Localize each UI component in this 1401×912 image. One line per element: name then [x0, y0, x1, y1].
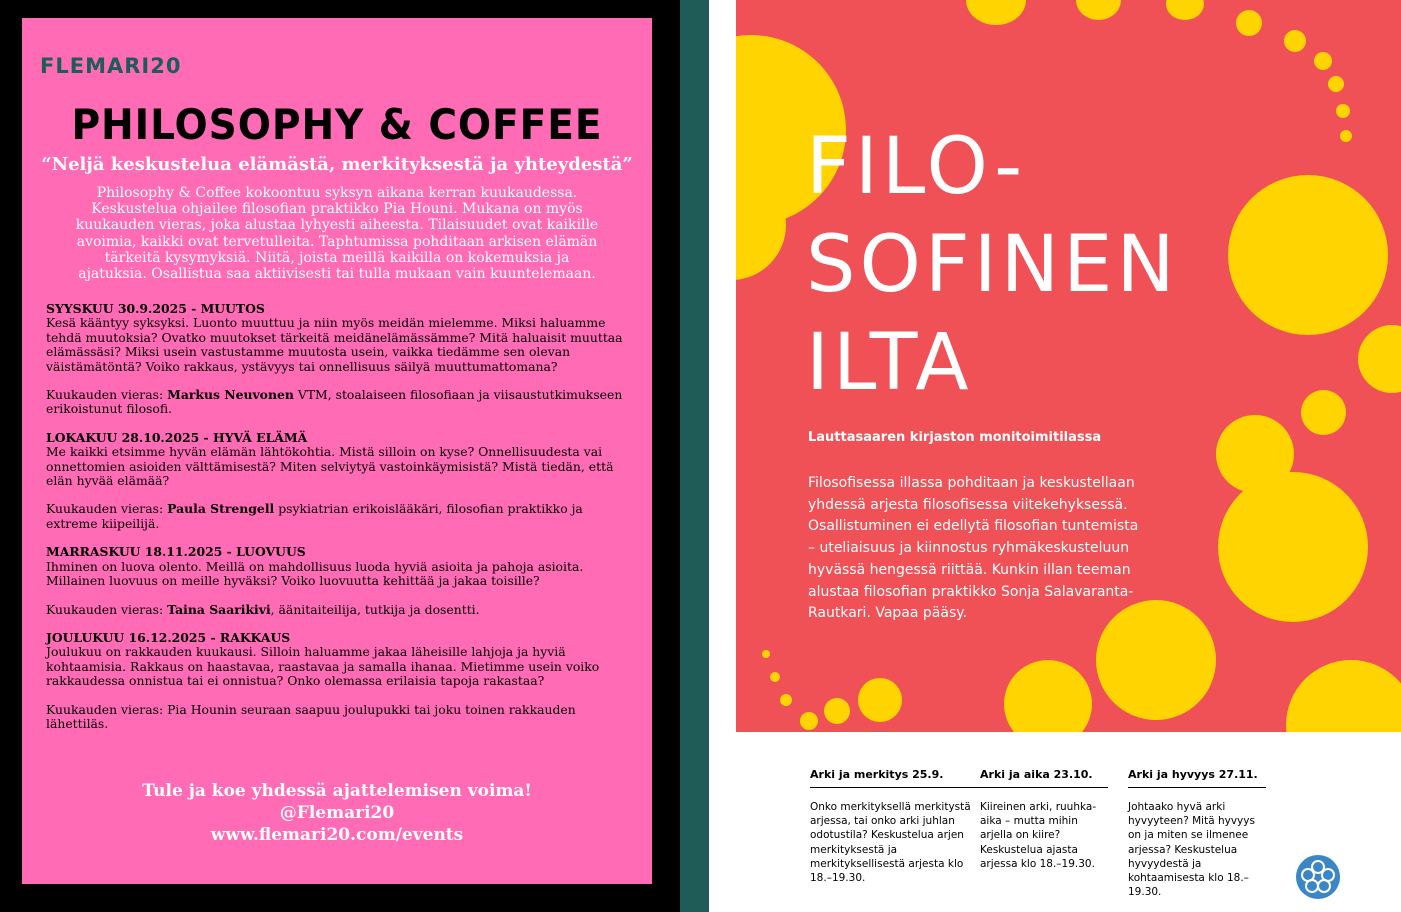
event-list: [46, 302, 638, 745]
decor-dot: [800, 712, 818, 730]
flemari-logo: FLEMARI20: [40, 54, 182, 78]
event-description: Filosofisessa illassa pohditaan ja keskustellaan yhdessä arjesta filosofisessa viitekehyksessä. Osallistuminen ei edellytä filosofian tuntemista – uteliaisuus ja kiinnostus ryhmäkeskusteluun hyvässä hengessä riittää. Kunkin illan teeman alustaa filosofian praktikko Sonja Salavaranta-Rautkari. Vapaa pääsy.: [808, 475, 1139, 622]
social-handle: @Flemari20: [279, 803, 395, 823]
decor-dot: [1336, 104, 1350, 118]
session-column: [810, 768, 980, 885]
event-heading: SYYSKUU 30.9.2025 - MUUTOS: [46, 301, 265, 316]
event-item: [46, 302, 638, 417]
decor-dot: [762, 650, 770, 658]
decor-dot: [1301, 390, 1346, 435]
decor-dot: [858, 678, 902, 722]
divider-strip: [680, 0, 709, 912]
guest-name: Taina Saarikivi: [167, 601, 271, 617]
session-column: [1128, 768, 1266, 899]
decor-dot: [1328, 76, 1344, 92]
events-url: www.flemari20.com/events: [210, 825, 464, 845]
session-title: Arki ja merkitys 25.9.: [810, 768, 980, 788]
decor-dot: [1166, 0, 1204, 20]
session-text: Onko merkityksellä merkitystä arjessa, tai onko arki juhlan odotustila? Keskustelua arjen merkityksestä ja merkityksellisestä arjesta klo 18.–19.30.: [810, 801, 971, 885]
poster-intro: Philosophy & Coffee kokoontuu syksyn aikana kerran kuukaudessa. Keskustelua ohjailee filosofian praktikko Pia Houni. Mukana on myös kuukauden vieras, joka alustaa lyhyesti aiheesta. Tilaisuudet ovat kaikille avoimia, kaikki ovat tervetulleita. Taphtumissa pohditaan arkisen elämän tärkeitä kysymyksiä. Niitä, joista meillä kaikilla on kokemuksia ja ajatuksia. Osallistua saa aktiivisesti tai tulla mukaan vain kuuntelemaan.: [75, 185, 599, 283]
guest-name: Paula Strengell: [167, 501, 275, 517]
event-item: [46, 431, 638, 531]
guest-name: Markus Neuvonen: [167, 387, 294, 403]
decor-dot: [1004, 660, 1092, 732]
event-heading: JOULUKUU 16.12.2025 - RAKKAUS: [46, 629, 291, 645]
poster-big-title: FILO- SOFINEN ILTA: [806, 122, 1179, 408]
event-description: Me kaikki etsimme hyvän elämän lähtökohtia. Mistä silloin on kyse? Onnellisuudesta vai onnettomien asioiden välttämisestä? Miten selviytyä vastoinkäymisistä? Mistä tiedän, että elän hyvää elämää?: [46, 444, 614, 489]
event-heading: MARRASKUU 18.11.2025 - LUOVUUS: [46, 544, 306, 560]
decor-dot: [1076, 0, 1121, 20]
event-item: [46, 545, 638, 617]
decor-dot: [966, 0, 1026, 25]
session-title: Arki ja aika 23.10.: [980, 768, 1108, 788]
decor-dot: [1314, 52, 1332, 70]
event-heading: LOKAKUU 28.10.2025 - HYVÄ ELÄMÄ: [46, 429, 308, 445]
event-guest: Kuukauden vieras: Markus Neuvonen VTM, stoalaiseen filosofiaan ja viisaustutkimukseen erikoistunut filosofi.: [46, 387, 623, 417]
event-description: Kesä kääntyy syksyksi. Luonto muuttuu ja niin myös meidän mielemme. Miksi haluamme tehdä muutoksia? Ovatko muutokset tärkeitä meidänelämässämme? Mitä haluaisit muuttaa elämässäsi? Miksi usein vastustamme muutosta usein, vaikka tiedämme sen olevan väistämätöntä? Voiko rakkaus, ystävyys tai onnellisuus säilyä muuttumattomana?: [46, 315, 623, 374]
session-text: Johtaako hyvä arki hyvyyteen? Mitä hyvyys on ja miten se ilmenee arjessa? Keskustelua hyvyydestä ja kohtaamisesta klo 18.–19.30.: [1128, 801, 1255, 899]
event-description: Joulukuu on rakkauden kuukausi. Silloin haluamme jakaa läheisille lahjoja ja hyviä kohtaamisia. Rakkaus on haastavaa, raastavaa ja samalla ihanaa. Mietimme usein voiko rakkaudessa onnistua tai ei onnistua? Onko olemassa erilaisia tapoja rakastaa?: [46, 644, 600, 689]
session-column: [980, 768, 1108, 871]
library-logo-icon: [1296, 855, 1340, 899]
decor-dot: [1236, 10, 1262, 36]
poster-title: PHILOSOPHY & COFFEE: [71, 100, 603, 149]
decor-dot: [1218, 472, 1368, 622]
decor-dot: [770, 672, 780, 682]
decor-dot: [824, 698, 850, 724]
event-description: Ihminen on luova olento. Meillä on mahdollisuus luoda hyviä asioita ja pahoja asioita. Millainen luovuus on meille hyväksi? Voiko luovuutta kehittää ja jakaa toisille?: [46, 558, 584, 589]
call-to-action: Tule ja koe yhdessä ajattelemisen voima!: [142, 781, 532, 801]
decor-dot: [1286, 660, 1401, 732]
venue-text: Lauttasaaren kirjaston monitoimitilassa: [808, 430, 1102, 445]
philosophy-coffee-poster: [22, 18, 652, 884]
poster-footer: [22, 780, 652, 846]
event-item: [46, 631, 638, 731]
session-title: Arki ja hyvyys 27.11.: [1128, 768, 1266, 788]
decor-dot: [1358, 325, 1401, 393]
poster-subtitle: “Neljä keskustelua elämästä, merkityksestä ja yhteydestä”: [41, 154, 633, 175]
filosofinen-ilta-poster: [736, 0, 1401, 732]
event-guest: Kuukauden vieras: Pia Hounin seuraan saapuu joulupukki tai joku toinen rakkauden lähettiläs.: [46, 701, 576, 731]
decor-dot: [1340, 130, 1352, 142]
event-guest: Kuukauden vieras: Paula Strengell psykiatrian erikoislääkäri, filosofian praktikko ja extreme kiipeilijä.: [46, 501, 583, 531]
session-text: Kiireinen arki, ruuhka-aika – mutta mihin arjella on kiire? Keskustelua ajasta arjessa klo 18.–19.30.: [980, 801, 1097, 870]
decor-dot: [1284, 30, 1306, 52]
event-guest: Kuukauden vieras: Taina Saarikivi, äänitaiteilija, tutkija ja dosentti.: [46, 601, 480, 617]
decor-dot: [780, 694, 792, 706]
decor-dot: [1228, 175, 1388, 335]
